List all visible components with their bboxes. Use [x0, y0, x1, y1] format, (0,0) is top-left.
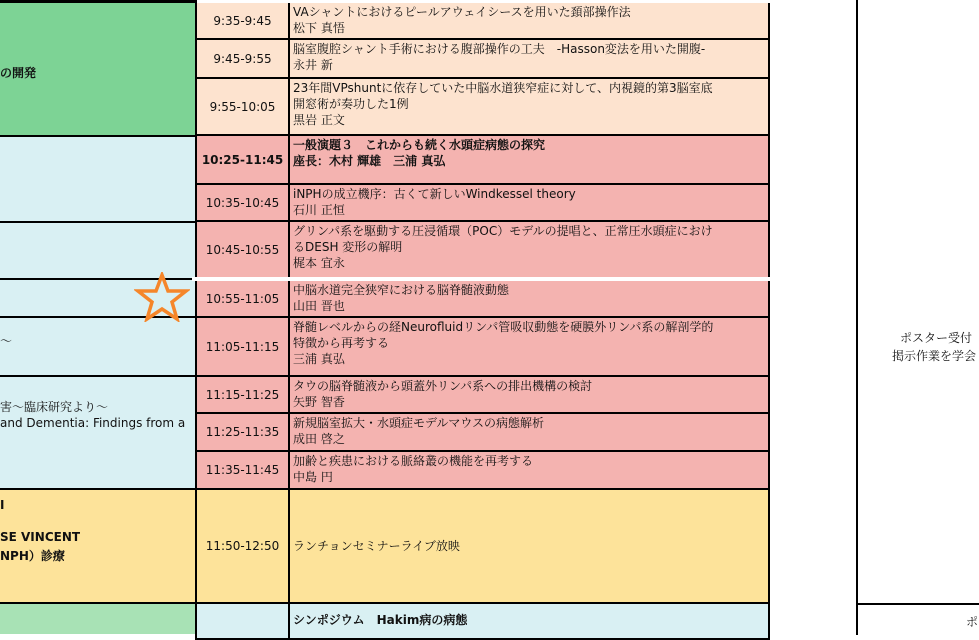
session-time: 9:35-9:45: [195, 3, 290, 40]
session-title: グリンパ系を駆動する圧浸循環（POC）モデルの提唱と、正常圧水頭症におけ: [293, 224, 713, 238]
session-speaker: 松下 真悟: [293, 21, 345, 35]
session-row: [290, 3, 770, 40]
session-title: 脳室腹腔シャント手術における腹部操作の工夫 -Hasson変法を用いた開腹-: [293, 42, 706, 56]
session-row: [290, 136, 770, 185]
session-speaker: 中島 円: [293, 470, 333, 484]
session-row: [290, 281, 770, 318]
session-row: [290, 604, 770, 640]
session-title: 加齢と疾患における脈絡叢の機能を再考する: [293, 454, 534, 468]
session-speaker: 成田 啓之: [293, 432, 345, 446]
white-gap: [192, 277, 770, 281]
left-block-2: [0, 137, 197, 223]
session-row: [290, 185, 770, 222]
session-title: 脊髄レベルからの経Neurofluidリンパ管吸収動態を硬膜外リンパ系の解剖学的: [293, 320, 714, 334]
session-speaker: 梶本 宜永: [293, 256, 345, 270]
left-block-5: 〜: [0, 318, 197, 377]
star-outline-icon: [134, 272, 190, 322]
session-title: ランチョンセミナーライブ放映: [293, 539, 460, 553]
session-time: 9:55-10:05: [195, 79, 290, 136]
left-block-6: 害〜臨床研究より〜 and Dementia: Findings from a: [0, 377, 197, 490]
session-time: 10:55-11:05: [195, 281, 290, 318]
session-speaker: 三浦 真弘: [293, 352, 345, 366]
session-row: [290, 377, 770, 414]
session-speaker: 矢野 智香: [293, 395, 345, 409]
session-speaker: 黒岩 正文: [293, 113, 345, 127]
session-speaker: 石川 正恒: [293, 203, 345, 217]
session-time: 11:35-11:45: [195, 452, 290, 490]
left-block-1: の開発: [0, 0, 197, 137]
session-speaker: 座長：木村 輝雄 三浦 真弘: [293, 154, 446, 168]
session-title2: 開窓術が奏功した1例: [293, 97, 409, 111]
session-title: iNPHの成立機序：古くて新しいWindkessel theory: [293, 187, 576, 201]
session-row: [290, 414, 770, 452]
session-title: VAシャントにおけるピールアウェイシースを用いた頚部操作法: [293, 5, 631, 19]
left-block-7: I SE VINCENT NPH）診療: [0, 490, 197, 604]
session-title: 一般演題３ これからも続く水頭症病態の探究: [293, 138, 546, 152]
session-row: [290, 490, 770, 604]
session-time: 11:05-11:15: [195, 318, 290, 377]
left-block-8: [0, 604, 197, 634]
session-row: [290, 318, 770, 377]
session-title: 新規脳室拡大・水頭症モデルマウスの病態解析: [293, 416, 545, 430]
session-title: シンポジウム Hakim病の病態: [293, 613, 468, 627]
session-title2: 特徴から再考する: [293, 336, 390, 350]
session-row: [290, 222, 770, 279]
session-time: 10:45-10:55: [195, 222, 290, 279]
session-speaker: 永井 新: [293, 58, 333, 72]
session-time: [195, 604, 290, 640]
session-row: [290, 452, 770, 490]
session-title: 23年間VPshuntに依存していた中脳水道狭窄症に対して、内視鏡的第3脳室底: [293, 81, 713, 95]
session-time: 10:35-10:45: [195, 185, 290, 222]
session-title2: るDESH 変形の解明: [293, 240, 403, 254]
right-panel: ポスター受付 掲示作業を学会: [856, 0, 979, 605]
right-panel-2: ポ: [856, 605, 979, 635]
session-time: 9:45-9:55: [195, 40, 290, 79]
session-time: 11:25-11:35: [195, 414, 290, 452]
session-time: 10:25-11:45: [195, 136, 290, 185]
session-time: 11:15-11:25: [195, 377, 290, 414]
session-title: 中脳水道完全狭窄における脳脊髄液動態: [293, 283, 510, 297]
session-time: 11:50-12:50: [195, 490, 290, 604]
session-row: [290, 79, 770, 136]
session-title: タウの脳脊髄液から頭蓋外リンパ系への排出機構の検討: [293, 379, 593, 393]
session-row: [290, 40, 770, 79]
session-speaker: 山田 晋也: [293, 299, 345, 313]
